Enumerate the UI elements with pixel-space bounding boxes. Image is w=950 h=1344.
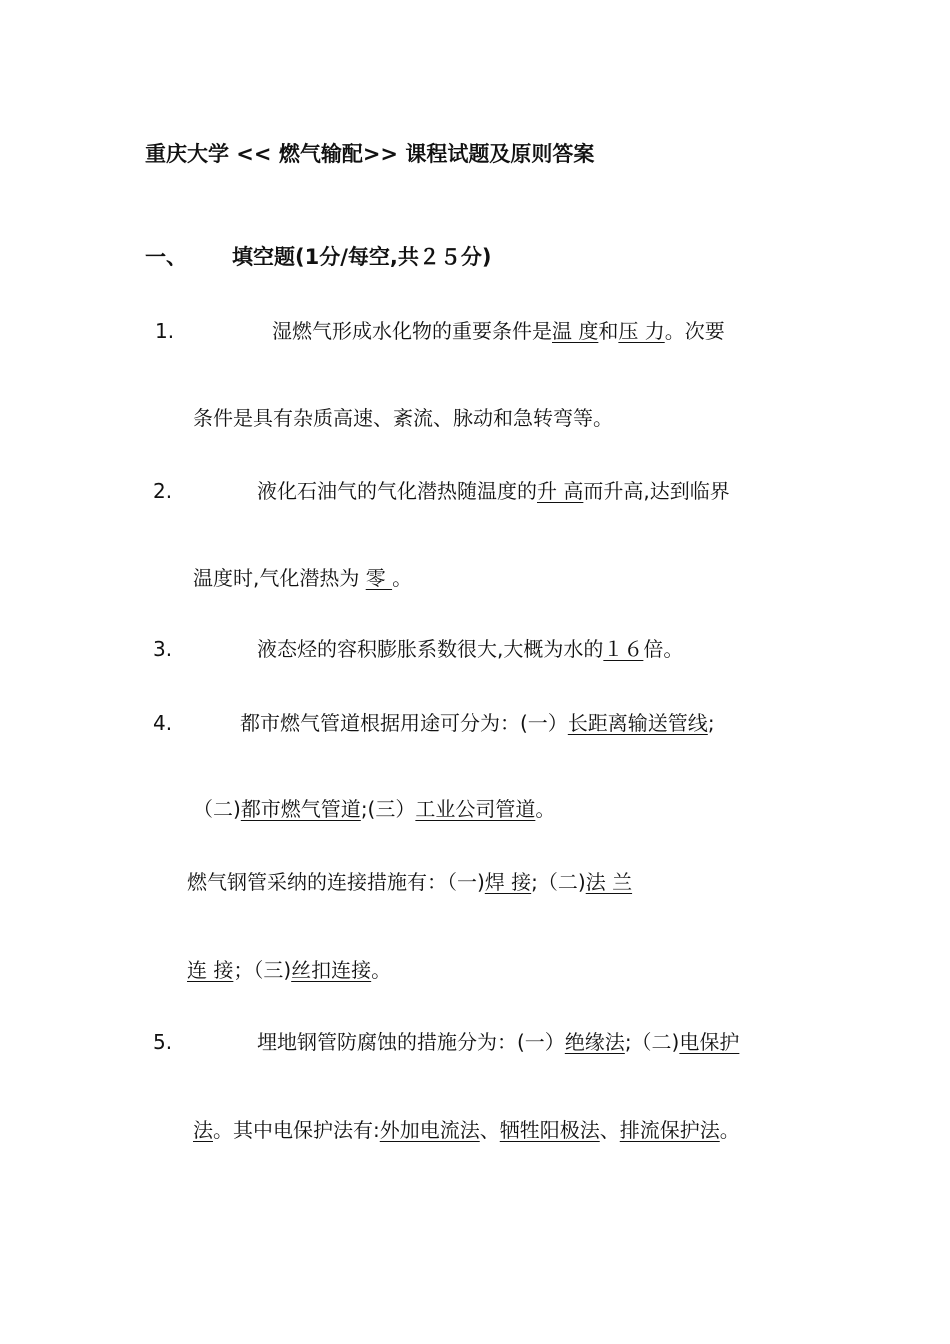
answer-blank: 法 [193, 1118, 213, 1142]
item-4-line4 [187, 956, 391, 984]
answer-blank: 电保护 [679, 1030, 740, 1054]
item-5-line1 [257, 1028, 739, 1056]
answer-blank: 牺牲阳极法 [499, 1118, 600, 1142]
item-1-line1 [272, 317, 725, 345]
item-3-number: 3. [153, 637, 173, 661]
text: 倍。 [643, 637, 684, 661]
text: 温度时,气化潜热为 [193, 566, 366, 590]
item-4-line3 [187, 868, 632, 896]
text: ;（二) [531, 870, 586, 894]
answer-blank: 零 [365, 566, 393, 590]
text: 和 [598, 319, 619, 343]
answer-blank: 长距离输送管线 [567, 711, 708, 735]
text: 燃气钢管采纳的连接措施有：（一) [187, 870, 485, 894]
text: 。 [719, 1118, 740, 1142]
document-title: 重庆大学 << 燃气输配>> 课程试题及原则答案 [145, 142, 595, 166]
text: ;(三） [360, 797, 416, 821]
answer-blank: 连 接 [187, 958, 234, 982]
item-4-number: 4. [153, 711, 173, 735]
answer-blank: 丝扣连接 [291, 958, 372, 982]
text: 。其中电保护法有: [213, 1118, 380, 1142]
item-1-number: 1. [155, 319, 175, 343]
section-heading: 填空题(1分/每空,共２５分) [232, 245, 492, 269]
answer-blank: 排流保护法 [619, 1118, 720, 1142]
item-2-number: 2. [153, 479, 173, 503]
item-3-line1 [257, 635, 683, 663]
item-4-line2 [193, 795, 555, 823]
text: 湿燃气形成水化物的重要条件是 [272, 319, 552, 343]
text: 而升高,达到临界 [583, 479, 730, 503]
text: 、 [479, 1118, 500, 1142]
text: 都市燃气管道根据用途可分为：(一） [240, 711, 568, 735]
item-5-line2 [193, 1116, 740, 1144]
text: 。 [535, 797, 556, 821]
answer-blank: 焊 接 [484, 870, 532, 894]
text: 。次要 [664, 319, 725, 343]
item-2-line2 [193, 564, 412, 592]
item-5-number: 5. [153, 1030, 173, 1054]
text: ; [707, 711, 715, 735]
text: （二) [193, 797, 241, 821]
item-2-line1 [257, 477, 730, 505]
section-number: 一、 [145, 245, 187, 269]
item-4-line1 [240, 709, 715, 737]
answer-blank: 升 高 [537, 479, 584, 503]
answer-blank: 压 力 [618, 319, 665, 343]
answer-blank: 绝缘法 [564, 1030, 625, 1054]
text: 。 [392, 566, 413, 590]
item-1-line2: 条件是具有杂质高速、紊流、脉动和急转弯等。 [193, 406, 613, 430]
answer-blank: 外加电流法 [379, 1118, 480, 1142]
answer-blank: 工业公司管道 [415, 797, 536, 821]
text: 液态烃的容积膨胀系数很大,大概为水的 [257, 637, 604, 661]
answer-blank: １６ [603, 637, 644, 661]
text: 、 [599, 1118, 620, 1142]
text: 埋地钢管防腐蚀的措施分为：(一） [257, 1030, 565, 1054]
answer-blank: 都市燃气管道 [240, 797, 361, 821]
answer-blank: 法 兰 [585, 870, 633, 894]
text: 。 [371, 958, 392, 982]
text: ；（三) [233, 958, 292, 982]
answer-blank: 温 度 [552, 319, 599, 343]
text: 液化石油气的气化潜热随温度的 [257, 479, 537, 503]
text: ;（二) [624, 1030, 680, 1054]
